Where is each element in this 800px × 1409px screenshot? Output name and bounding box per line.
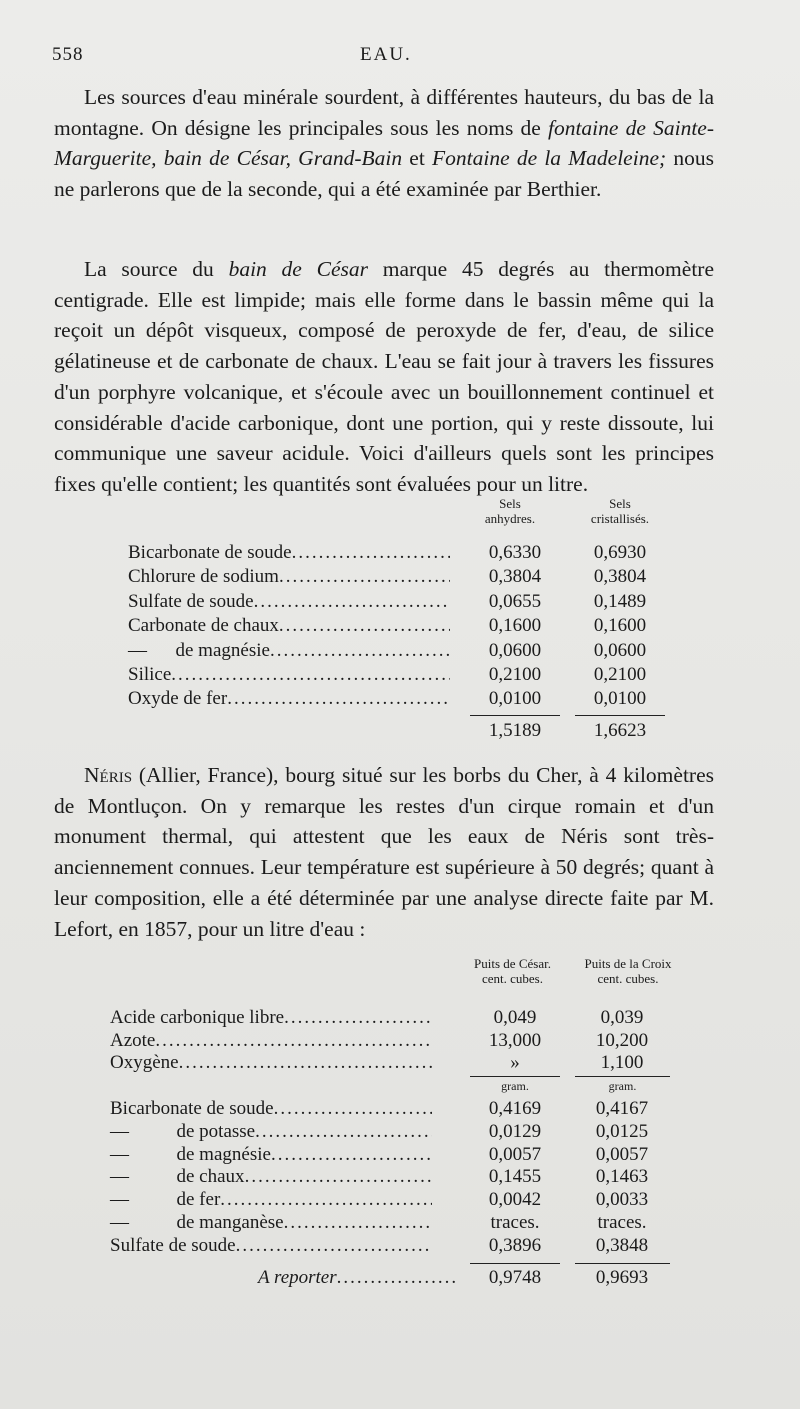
- running-title: EAU.: [360, 44, 412, 65]
- report-rule: [575, 1263, 670, 1264]
- source-names: fontaine de Sainte-Marguerite, bain de César, Grand-Bain: [54, 115, 714, 171]
- dot-leader: [179, 1052, 432, 1074]
- row-label: [110, 1166, 432, 1188]
- dot-leader: [155, 1030, 432, 1052]
- row-value-col1: 0,049: [493, 1007, 537, 1028]
- column-header-puits-cesar: [455, 956, 570, 986]
- row-label-text: Sulfate de soude: [128, 590, 254, 612]
- row-label: [110, 1030, 432, 1052]
- report-label: [258, 1267, 458, 1289]
- paragraph-text: Les sources d'eau minérale sourdent, à différentes hauteurs, du bas de la montagne. On désigne les principales sous les noms de: [54, 85, 714, 140]
- report-label-text: A reporter: [258, 1267, 337, 1288]
- row-label-text: Oxygène: [110, 1052, 179, 1073]
- row-label-text: — de magnésie: [128, 639, 270, 661]
- row-value-col2: 0,0600: [593, 639, 647, 661]
- report-row: [0, 1267, 800, 1293]
- row-label-text: Bicarbonate de soude: [110, 1098, 274, 1119]
- dot-leader: [284, 1212, 432, 1234]
- row-value-col1: 0,0600: [488, 639, 542, 661]
- row-value-col2: 0,1489: [593, 590, 647, 612]
- column-header-line: Sels: [609, 496, 631, 511]
- gas-row: [0, 1052, 800, 1078]
- row-label-text: Oxyde de fer: [128, 688, 228, 710]
- column-header-line: Puits de César.: [474, 956, 551, 971]
- row-label-text: Acide carbonique libre: [110, 1007, 285, 1028]
- paragraph-text: nous ne parlerons que de la seconde, qui a été examinée par Berthier.: [54, 146, 714, 202]
- row-label-text: — de fer: [110, 1189, 221, 1211]
- row-label-text: — de potasse: [110, 1120, 256, 1142]
- row-label-text: Chlorure de sodium: [128, 566, 279, 588]
- row-label: [110, 1235, 432, 1257]
- row-value-col1: 13,000: [488, 1029, 542, 1051]
- row-label-text: Sulfate de soude: [110, 1234, 236, 1256]
- row-label: [110, 1121, 432, 1143]
- report-value-croix: 0,9693: [595, 1267, 649, 1288]
- row-value-col2: 0,3848: [595, 1234, 649, 1256]
- row-value-col2: 0,2100: [593, 664, 647, 685]
- row-label-text: Silice: [128, 664, 172, 685]
- dot-leader: [220, 1189, 432, 1211]
- column-header-line: Puits de la Croix: [584, 956, 672, 971]
- row-label-text: Bicarbonate de soude: [128, 542, 292, 563]
- paragraph-text: et: [402, 146, 433, 171]
- row-value-col1: »: [510, 1052, 520, 1073]
- dot-leader: [284, 1007, 432, 1029]
- column-header-line: anhydres.: [484, 511, 536, 526]
- row-value-col2: 0,039: [600, 1007, 644, 1028]
- row-value-col2: 0,4167: [595, 1098, 649, 1119]
- row-value-col2: 0,1600: [593, 615, 647, 637]
- row-value-col1: traces.: [490, 1212, 540, 1233]
- row-value-col2: 0,1463: [595, 1166, 649, 1188]
- row-label: [110, 1144, 432, 1166]
- row-value-col1: 0,0057: [488, 1143, 542, 1165]
- row-value-col2: 10,200: [595, 1029, 649, 1051]
- row-label: [110, 1212, 432, 1234]
- row-label: [110, 1098, 432, 1120]
- unit-label: gram.: [501, 1079, 529, 1093]
- row-value-col2: 1,100: [600, 1052, 644, 1073]
- row-value-col1: 0,0100: [488, 688, 542, 710]
- unit-label: gram.: [608, 1079, 637, 1093]
- dot-leader: [255, 1121, 432, 1143]
- row-value-col2: 0,0033: [595, 1189, 649, 1211]
- row-value-col1: 0,1600: [488, 615, 542, 637]
- row-label-text: Carbonate de chaux: [128, 615, 279, 637]
- row-value-col1: 0,0129: [488, 1120, 542, 1142]
- source-name-madeleine: Fontaine de la Madeleine;: [432, 146, 667, 171]
- dot-leader: [274, 1098, 432, 1120]
- row-value-col2: 0,0100: [593, 688, 647, 710]
- row-value-col2: 0,6930: [593, 542, 647, 563]
- paragraph-text: La source du: [84, 257, 229, 281]
- row-value-col2: 0,0125: [595, 1120, 649, 1142]
- row-value-col1: 0,4169: [488, 1098, 542, 1119]
- row-label-text: — de manganèse: [110, 1212, 284, 1233]
- salt-row: [0, 1235, 800, 1261]
- place-name: Néris: [84, 763, 133, 787]
- section-rule: [575, 1076, 670, 1077]
- total-anhydrous: 1,5189: [488, 720, 542, 741]
- row-value-col1: 0,1455: [488, 1166, 542, 1188]
- column-header-line: cent. cubes.: [481, 971, 543, 986]
- dot-leader: [245, 1166, 432, 1188]
- page-number: 558: [52, 44, 84, 65]
- dot-leader: [337, 1267, 458, 1289]
- row-value-col2: 0,3804: [593, 566, 647, 588]
- column-header-line: Sels: [499, 496, 521, 511]
- row-value-col1: 0,6330: [488, 542, 542, 563]
- row-value-col1: 0,0655: [488, 590, 542, 612]
- row-value-col2: traces.: [597, 1212, 647, 1233]
- paragraph-text: marque 45 degrés au thermomètre centigrade. Elle est limpide; mais elle forme dans le bassin même qui la reçoit un dépôt visqueux, composé de peroxyde de fer, d'eau, de silice gélatineuse et de carbonate de chaux. L'eau se fait jour à travers les fissures d'un porphyre volcanique, et s'écoule avec un bouillonnement continuel et considérable d'acide carbonique, dont une portion, qui y reste dissoute, lui communique une saveur acidule. Voici d'ailleurs quels sont les principes fixes qu'elle contient; les quantités sont évaluées pour un litre.: [54, 257, 714, 496]
- paragraph-text: (Allier, France), bourg situé sur les borbs du Cher, à 4 kilomètres de Montluçon. On y remarque les restes d'un cirque romain et d'un monument thermal, qui attestent que les eaux de Néris sont très-anciennement connues. Leur température est supérieure à 50 degrés; quant à leur composition, elle a été déterminée par une analyse directe faite par M. Lefort, en 1857, pour un litre d'eau :: [54, 763, 714, 941]
- column-header-line: cent. cubes.: [597, 971, 659, 986]
- row-label: [110, 1052, 432, 1074]
- row-label: [110, 1189, 432, 1211]
- section-rule: [470, 1076, 560, 1077]
- row-label-text: — de magnésie: [110, 1143, 271, 1165]
- column-header-puits-croix: [568, 956, 688, 986]
- row-label-text: — de chaux: [110, 1166, 245, 1188]
- total-crystallized: 1,6623: [593, 720, 647, 741]
- row-value-col1: 0,2100: [488, 664, 542, 685]
- column-header-line: cristallisés.: [590, 511, 650, 526]
- row-value-col1: 0,3896: [488, 1234, 542, 1256]
- row-value-col2: 0,0057: [595, 1143, 649, 1165]
- row-label: [110, 1007, 432, 1029]
- source-name: bain de César: [228, 257, 368, 281]
- row-value-col1: 0,0042: [488, 1189, 542, 1211]
- dot-leader: [236, 1235, 432, 1257]
- dot-leader: [271, 1144, 432, 1166]
- report-value-cesar: 0,9748: [488, 1267, 542, 1288]
- row-label-text: Azote: [110, 1029, 156, 1051]
- report-rule: [470, 1263, 560, 1264]
- row-value-col1: 0,3804: [488, 566, 542, 588]
